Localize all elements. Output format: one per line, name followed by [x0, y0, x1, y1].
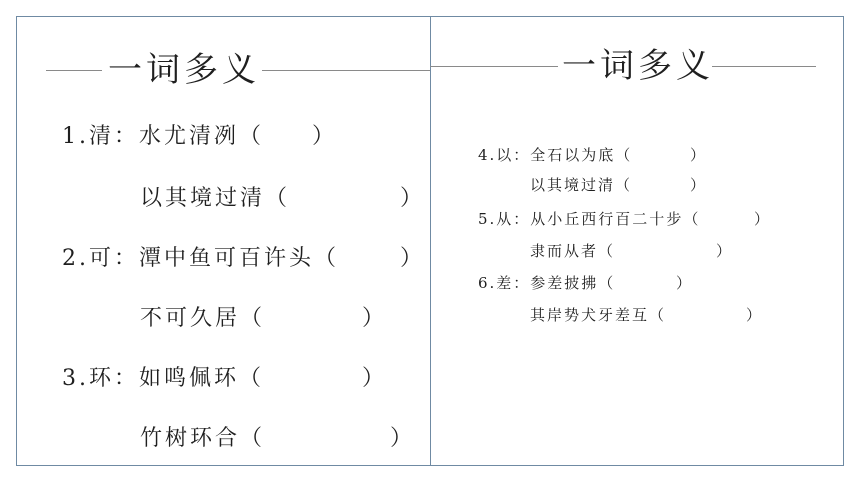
left-item-3-close: ）: [400, 246, 426, 271]
right-item-4: [478, 144, 632, 166]
right-item-6: [478, 272, 615, 294]
left-heading: 一词多义: [108, 50, 260, 90]
left-item-2-close: ）: [400, 186, 426, 211]
left-item-4: [140, 304, 265, 334]
right-item-6b: [530, 304, 666, 326]
right-heading-rule-left: [430, 66, 558, 67]
left-item-2-text: 以其境过清（: [140, 186, 291, 211]
left-heading-rule-left: [46, 70, 102, 71]
right-heading-rule-right: [712, 66, 816, 67]
left-item-4-close: ）: [362, 306, 388, 331]
right-item-6-text: 6.差：参差披拂（: [478, 274, 616, 292]
left-item-1: [62, 122, 264, 152]
left-item-6: [140, 424, 265, 454]
left-item-2: [140, 184, 290, 214]
left-item-5-close: ）: [362, 366, 388, 391]
right-item-5b-close: ）: [716, 242, 734, 260]
left-item-3-text: 2.可：潭中鱼可百许头（: [62, 246, 339, 271]
left-item-5-text: 3.环：如鸣佩环（: [62, 366, 264, 391]
right-item-4-close: ）: [690, 146, 708, 164]
left-heading-rule-right: [262, 70, 430, 71]
right-item-5-close: ）: [754, 210, 772, 228]
right-item-6-close: ）: [676, 274, 694, 292]
right-item-4b: [530, 174, 632, 196]
right-item-5b-text: 隶而从者（: [530, 242, 616, 260]
right-item-6b-text: 其岸势犬牙差互（: [530, 306, 667, 324]
right-item-6b-close: ）: [746, 306, 764, 324]
right-item-5: [478, 208, 700, 230]
left-item-4-text: 不可久居（: [140, 306, 266, 331]
right-item-5b: [530, 240, 615, 262]
right-item-5-text: 5.从：从小丘西行百二十步（: [478, 210, 701, 228]
right-heading: 一词多义: [562, 46, 714, 86]
column-divider: [430, 16, 431, 466]
left-item-6-text: 竹树环合（: [140, 426, 266, 451]
left-item-1-close: ）: [312, 124, 338, 149]
left-item-6-close: ）: [390, 426, 416, 451]
right-item-4-text: 4.以：全石以为底（: [478, 146, 633, 164]
left-item-1-text: 1.清：水尤清冽（: [62, 124, 264, 149]
left-item-3: [62, 244, 339, 274]
right-item-4b-text: 以其境过清（: [530, 176, 633, 194]
left-item-5: [62, 364, 264, 394]
right-item-4b-close: ）: [690, 176, 708, 194]
